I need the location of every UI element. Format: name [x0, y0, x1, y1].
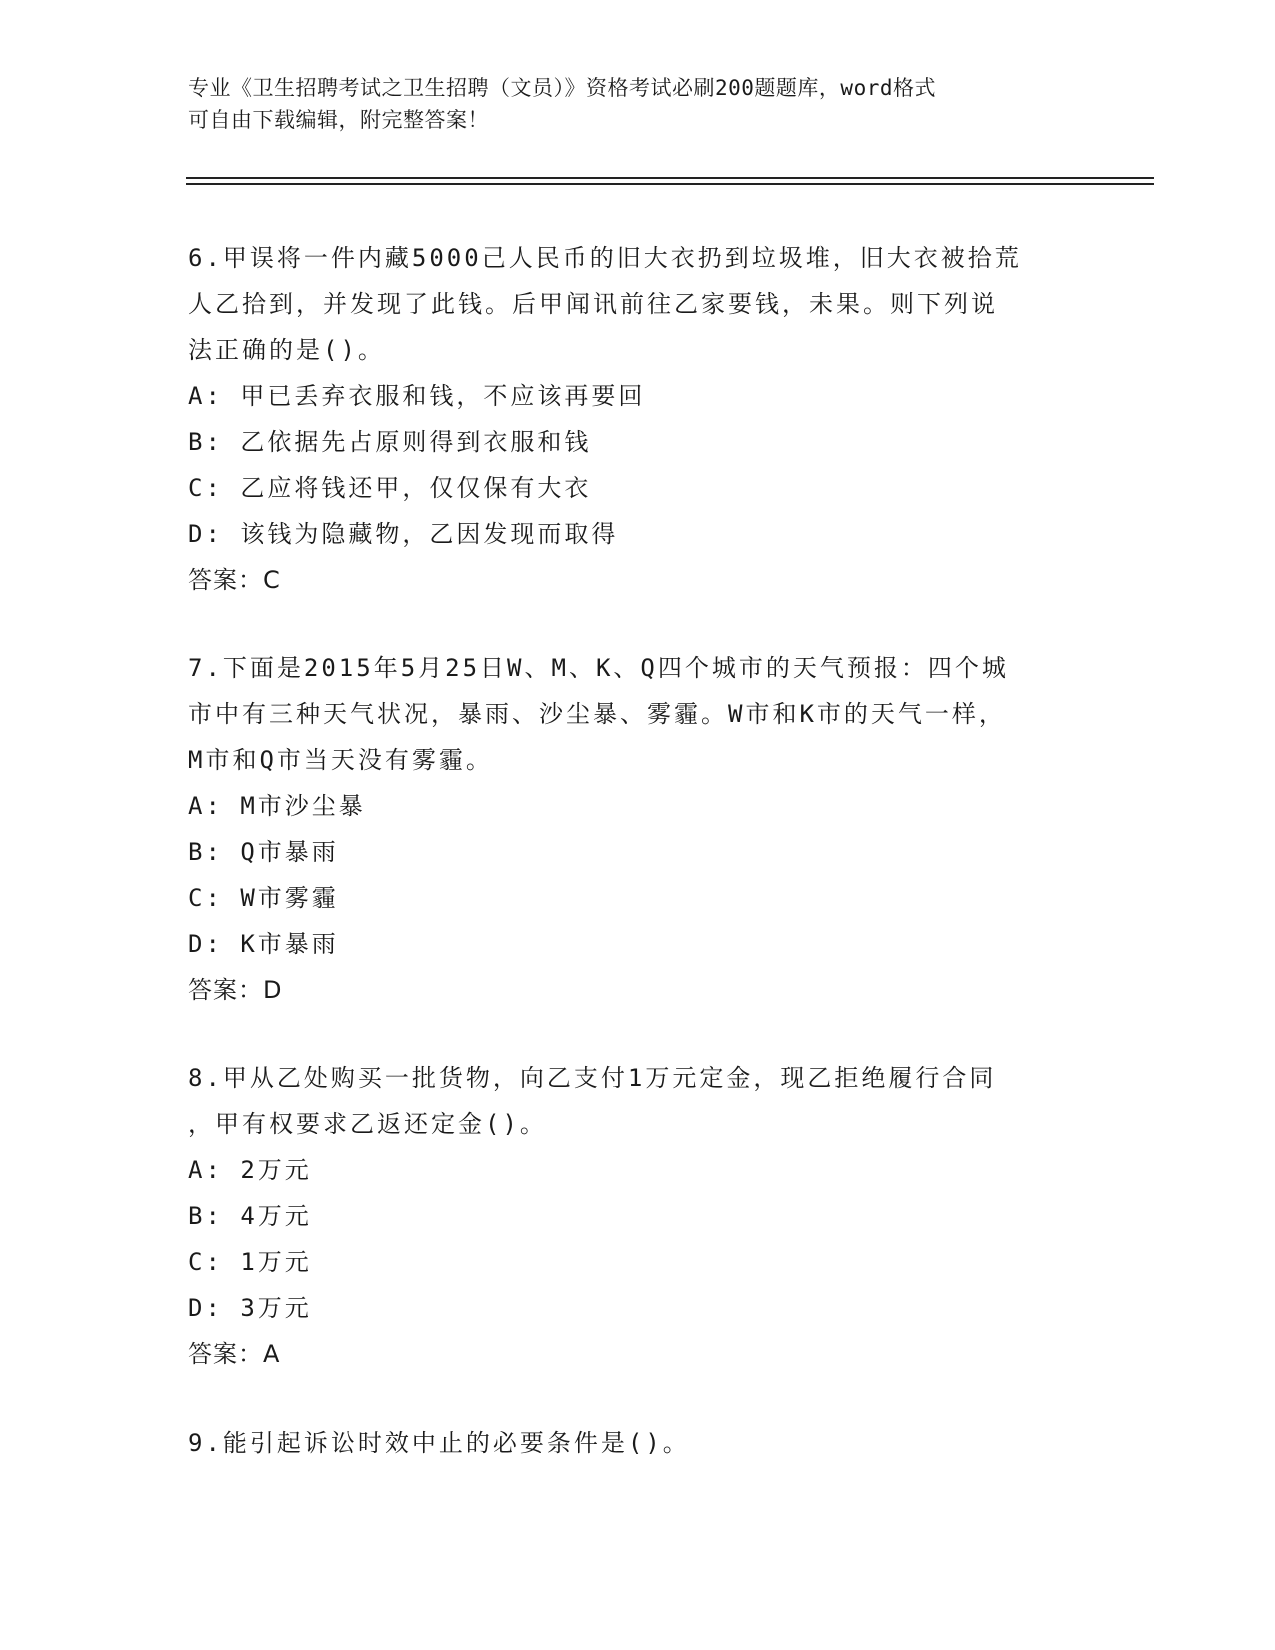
option-a: A: 2万元 [188, 1156, 312, 1184]
question-text-line: M市和Q市当天没有雾霾。 [188, 746, 493, 774]
option-c: C: 1万元 [188, 1248, 312, 1276]
question-text-line: ，甲有权要求乙返还定金()。 [188, 1110, 547, 1138]
option-d: D: 3万元 [188, 1294, 312, 1322]
option-a: A: M市沙尘暴 [188, 792, 366, 820]
option-d: D: 该钱为隐藏物，乙因发现而取得 [188, 520, 619, 548]
question-text-line: 7.下面是2015年5月25日W、M、K、Q四个城市的天气预报：四个城 [188, 654, 1009, 682]
option-c: C: 乙应将钱还甲，仅仅保有大衣 [188, 474, 592, 502]
header-line-2: 可自由下载编辑，附完整答案！ [188, 108, 489, 132]
question-text-line: 法正确的是()。 [188, 336, 385, 364]
question-text-line: 人乙拾到，并发现了此钱。后甲闻讯前往乙家要钱，未果。则下列说 [188, 290, 998, 318]
option-b: B: 4万元 [188, 1202, 312, 1230]
option-c: C: W市雾霾 [188, 884, 339, 912]
header-divider-top [186, 177, 1154, 179]
header-line-1: 专业《卫生招聘考试之卫生招聘（文员）》资格考试必刷200题题库，word格式 [188, 76, 936, 100]
document-header [188, 72, 1068, 136]
option-b: B: 乙依据先占原则得到衣服和钱 [188, 428, 592, 456]
question-text-line: 市中有三种天气状况，暴雨、沙尘暴、雾霾。W市和K市的天气一样， [188, 700, 1006, 728]
answer: 答案：D [188, 976, 283, 1004]
option-a: A: 甲已丢弃衣服和钱，不应该再要回 [188, 382, 646, 410]
question-text-line: 8.甲从乙处购买一批货物，向乙支付1万元定金，现乙拒绝履行合同 [188, 1064, 997, 1092]
answer: 答案：C [188, 566, 281, 594]
answer: 答案：A [188, 1340, 281, 1368]
question-text-line: 6.甲误将一件内藏5000己人民币的旧大衣扔到垃圾堆，旧大衣被拾荒 [188, 244, 1022, 272]
option-b: B: Q市暴雨 [188, 838, 339, 866]
question-7 [188, 645, 1088, 1013]
question-6 [188, 235, 1088, 603]
question-8 [188, 1055, 1088, 1377]
question-text-line: 9.能引起诉讼时效中止的必要条件是()。 [188, 1429, 690, 1457]
question-9 [188, 1420, 1088, 1466]
option-d: D: K市暴雨 [188, 930, 339, 958]
header-divider-bottom [186, 183, 1154, 185]
